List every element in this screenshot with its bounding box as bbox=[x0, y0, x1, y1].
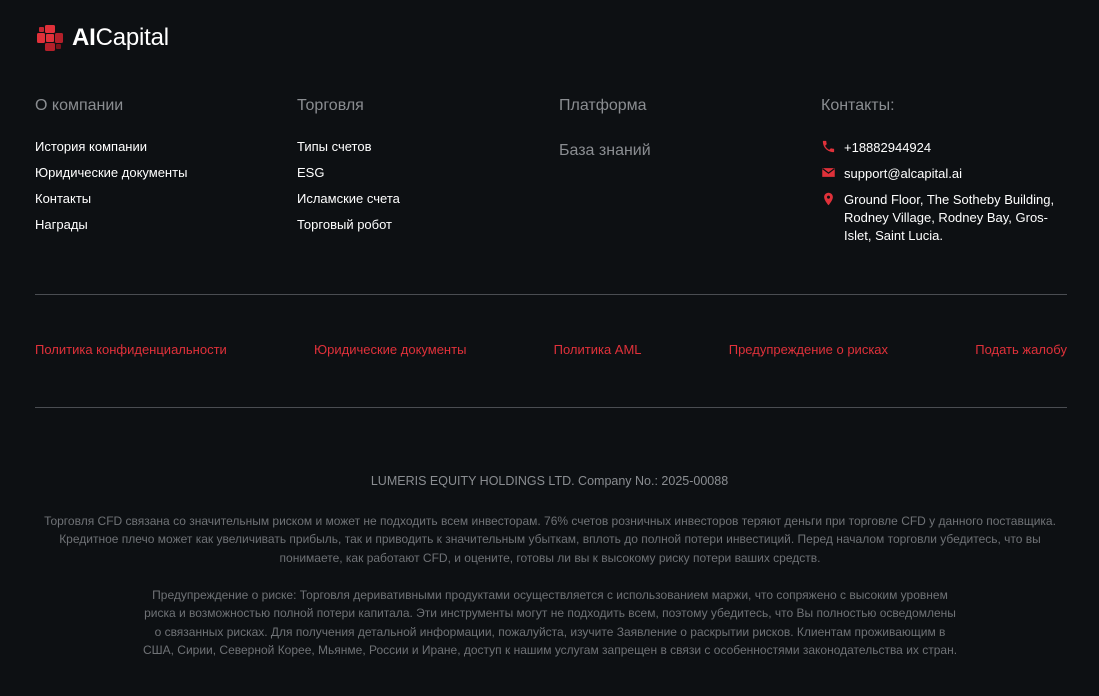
phone-number: +18882944924 bbox=[844, 140, 932, 155]
logo-mark-icon bbox=[36, 24, 64, 52]
address-text: Ground Floor, The Sotheby Building, Rodney Village, Rodney Bay, Gros-Islet, Saint Lucia. bbox=[844, 192, 1055, 243]
link-risk-warning[interactable]: Предупреждение о рисках bbox=[728, 342, 889, 357]
link-account-types[interactable]: Типы счетов bbox=[297, 139, 372, 154]
link-file-complaint[interactable]: Подать жалобу bbox=[975, 342, 1067, 357]
link-awards[interactable]: Награды bbox=[35, 217, 88, 232]
cfd-disclaimer: Торговля CFD связана со значительным риском и может не подходить всем инвесторам. 76% счетов розничных инвесторов теряют деньги при торговле CFD у данного поставщика. Кредитное плечо может как увеличивать прибыль, так и приводить к значительным убыткам, вплоть до полной потери инвестиций. Перед началом торговли убедитесь, что вы понимаете, как работают CFD, и оцените, готовы ли вы к высокому риску потери ваших средств. bbox=[44, 514, 1056, 565]
footer-col-contacts bbox=[821, 96, 1071, 253]
contact-phone[interactable] bbox=[821, 139, 1071, 157]
contact-list bbox=[821, 139, 1071, 245]
col-heading-trading: Торговля bbox=[297, 97, 364, 114]
footer-col-platform bbox=[559, 96, 809, 161]
link-aml-policy[interactable]: Политика AML bbox=[553, 342, 642, 357]
link-privacy-policy[interactable]: Политика конфиденциальности bbox=[35, 342, 227, 357]
link-company-history[interactable]: История компании bbox=[35, 139, 147, 154]
link-knowledge-base[interactable]: База знаний bbox=[559, 142, 651, 159]
location-pin-icon bbox=[821, 191, 836, 207]
brand-logo[interactable] bbox=[36, 24, 169, 52]
contact-address bbox=[821, 191, 1071, 245]
link-legal-docs[interactable]: Юридические документы bbox=[35, 165, 188, 180]
phone-icon bbox=[821, 139, 836, 154]
footer-col-trading bbox=[297, 96, 547, 243]
col-heading-platform: Платформа bbox=[559, 97, 647, 114]
company-links bbox=[35, 139, 285, 233]
link-islamic-accounts[interactable]: Исламские счета bbox=[297, 191, 400, 206]
divider-bottom bbox=[35, 407, 1067, 408]
link-contacts[interactable]: Контакты bbox=[35, 191, 92, 206]
risk-warning-disclaimer: Предупреждение о риске: Торговля деривативными продуктами осуществляется с использованием маржи, что сопряжено с высоким уровнем риска и возможностью полной потери капитала. Эти инструменты могут не подходить всем, поэтому убедитесь, что Вы полностью осведомлены о связанных рисках. Для получения детальной информации, пожалуйста, изучите Заявление о раскрытии рисков. Клиентам проживающим в США, Сирии, Северной Корее, Мьянме, России и Иране, доступ к нашим услугам запрещен в связи с особенностями законодательства их стран. bbox=[142, 588, 958, 658]
mail-icon bbox=[821, 165, 836, 180]
footer-col-company bbox=[35, 96, 285, 243]
email-address: support@alcapital.ai bbox=[844, 166, 962, 181]
col-heading-company: О компании bbox=[35, 97, 124, 114]
col-heading-contacts: Контакты: bbox=[821, 97, 895, 114]
trading-links bbox=[297, 139, 547, 233]
link-esg[interactable]: ESG bbox=[297, 165, 325, 180]
contact-email[interactable] bbox=[821, 165, 1071, 183]
legal-links bbox=[35, 342, 1067, 358]
company-registration: LUMERIS EQUITY HOLDINGS LTD. Company No.: 2025-00088 bbox=[370, 474, 729, 488]
link-trading-robot[interactable]: Торговый робот bbox=[297, 217, 392, 232]
divider-top bbox=[35, 294, 1067, 295]
link-legal-documents[interactable]: Юридические документы bbox=[314, 342, 467, 357]
brand-name: AICapital bbox=[72, 24, 169, 51]
